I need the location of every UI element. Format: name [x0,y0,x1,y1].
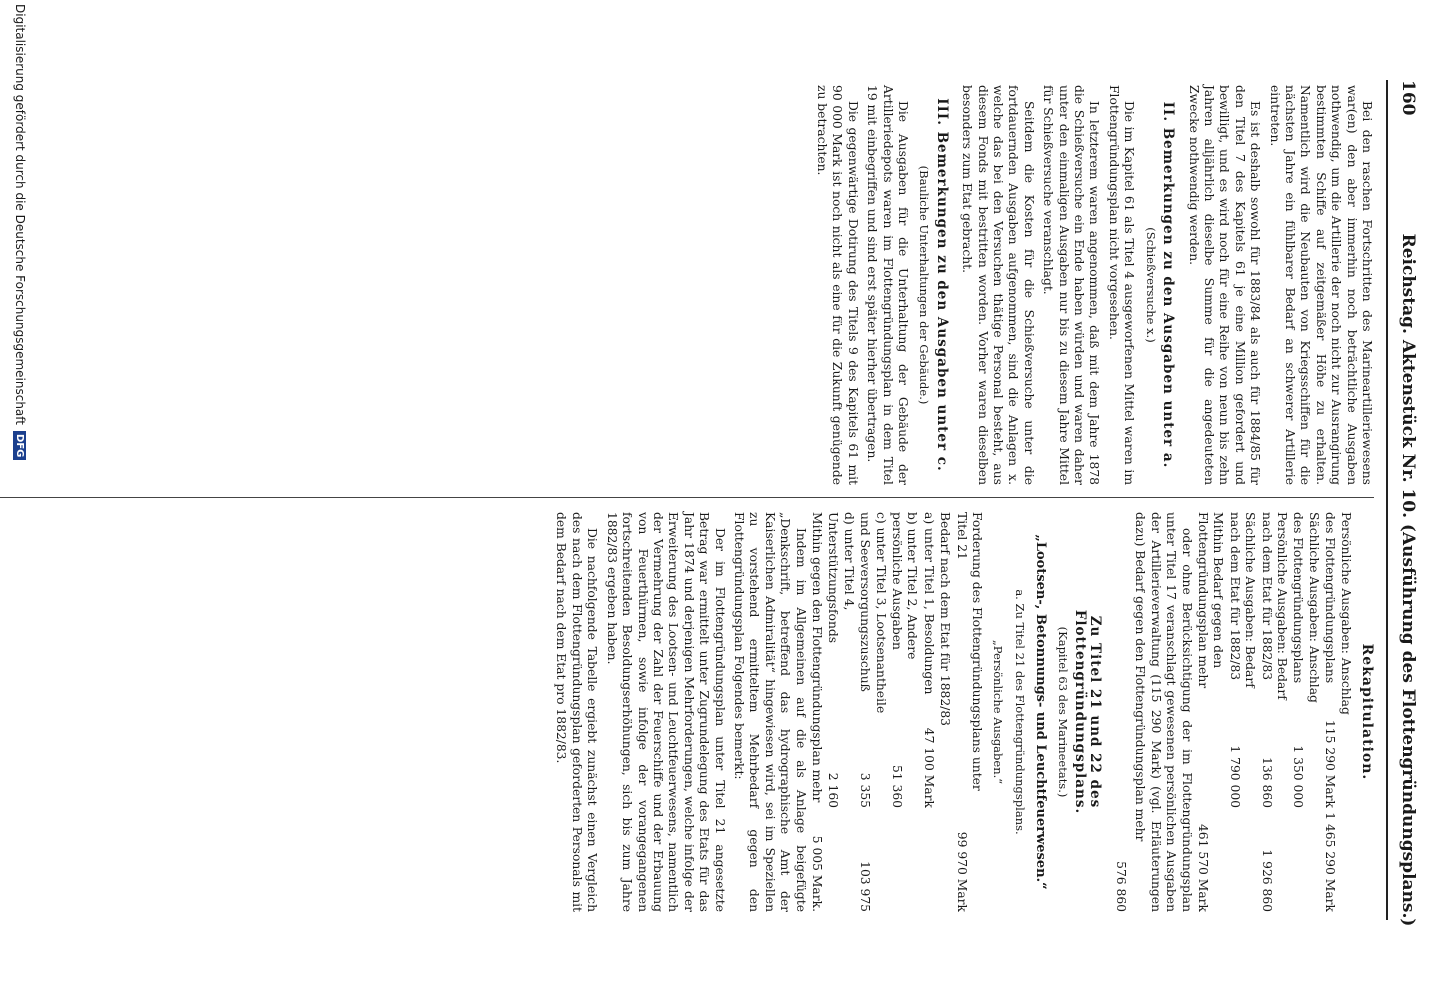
column-divider [0,497,1374,498]
item-label: a) unter Titel 1, Besoldungen [921,512,936,695]
recap-value: 136 860 [1259,757,1274,808]
recap-label: Sächliche Ausgaben: Bedarf nach dem Etat für 1882/83 [1227,512,1258,688]
item-value: 2 160 [826,772,841,808]
subsection-heading: a. Zu Titel 21 des Flottengründungsplans. [1012,589,1027,835]
item-value: 3 355 [858,772,873,808]
paragraph: Indem im Allgemeinen auf die als Anlage beigefügte „Denkschrift, betreffend das hydrographische Amt der Kaiserlichen Admiralität“ hingewiesen wird, sei im Speziellen zu vorstehend ermitteltem Mehrbedarf gegen den Flottengründungsplan Folgendes bemerkt: [731,512,808,912]
recap-sum: 1 465 290 Mark [1323,812,1338,912]
section-heading-II: II. Bemerkungen zu den Ausgaben unter a. [1160,101,1177,469]
header-rule [1386,80,1388,920]
forderung-label: Forderung des Flottengründungsplans unter Titel 21 [954,512,985,791]
dfg-logo: DFG [14,431,27,460]
item-row [857,512,888,912]
paragraph: Der im Flottengründungsplan unter Titel 21 angesetzte Betrag war ermittelt unter Zugrundelegung des Etats für das Jahr 1874 und derjenigen Mehrforderungen, welche infolge der Erweiterung des Lootsen- und Leuchtfeuerwesens, namentlich der Vermehrung der Zahl der Feuerschiffe und der Erbauung von Feuerthürmen, sowie infolge der vorangegangenen fortschreitenden Besoldungserhöhungen, sich bis zum Jahre 1882/83 ergeben haben. [604,512,727,912]
paragraph: Die gegenwärtige Dotirung des Titels 9 des Kapitels 61 mit 90 000 Mark ist noch nicht als eine für die Zukunft genügende zu betrachten. [815,85,860,485]
recap-row [1258,512,1289,912]
paragraph: oder ohne Berücksichtigung der im Flottengründungsplan unter Titel 17 veranschlagt gewesenen persönlichen Ausgaben der Artillerieverwaltung (115 290 Mark) (vgl. Erläuterungen dazu) Bedarf gegen den Flottengründungsplan mehr [1133,512,1194,912]
recap-result-label: Mithin Bedarf gegen den Flottengründungsplan mehr [1195,512,1226,689]
recap-title: Rekapitulation. [1359,643,1375,781]
paragraph: Seitdem die Kosten für die Schießversuche unter die fortdauernden Ausgaben aufgenommen, sind die Anlagen x. welche das bei den Versuchen thätige Personal besteht, aus diesem Fonds mit bestritten worden. Vorher waren dieselben besonders zum Etat gebracht. [960,85,1036,485]
item-label: d) unter Titel 4, Unterstützungsfonds [826,512,856,644]
items-sum: 103 975 [858,861,873,912]
running-title: Reichstag. Aktenstück Nr. 10. (Ausführung des Flottengründungsplans.) [1398,233,1418,927]
recap-sum: 1 926 860 [1259,849,1274,912]
paragraph: Die nachfolgende Tabelle ergiebt zunächst einen Vergleich des nach dem Flottengründungsplan geforderten Personals mit dem Bedarf nach dem Etat pro 1882/83. [554,512,600,912]
mithin-row [809,512,824,912]
recap-label: Persönliche Ausgaben: Anschlag des Flottengründungsplans [1323,512,1353,715]
recap-row [1322,512,1353,912]
mithin-label: Mithin gegen den Flottengründungsplan mehr [810,512,824,803]
item-row [825,512,856,912]
section-heading-III: III. Bemerkungen zu den Ausgaben unter c. [933,98,950,472]
paragraph: Die im Kapitel 61 als Titel 4 ausgeworfenen Mittel waren im Flottengründungsplan nicht vorgesehen. [1106,85,1137,485]
paragraph: Bei den raschen Fortschritten des Marineartilleriewesens war(en) den aber immerhin noch beträchtliche Ausgaben nothwendig, um die Artillerie der noch nicht zur Ausrangirung bestimmten Schiffe auf zeitgemäßer Höhe zu erhalten. Namentlich wird die Neubauten von Kriegsschiffen für die nächsten Jahre ein fühlbarer Bedarf an schwerer Artillerie eintreten. [1267,85,1374,485]
recap-row [1290,512,1321,912]
right-column [549,512,1374,912]
section-subheading: (Schießversuche x.) [1143,227,1158,343]
page-number: 160 [1398,80,1418,116]
paragraph: Es ist deshalb sowohl für 1883/84 als auch für 1884/85 für den Titel 7 des Kapitels 61 je eine Million gefordert und bewilligt, und es wird noch für eine Reihe von neun bis zehn Jahren alljährlich dieselbe Summe für die angedeuteten Zwecke nothwendig werden. [1186,85,1263,485]
recap-alt-value: 576 860 [1113,861,1128,912]
paragraph: In letzterem waren angenommen, daß mit dem Jahre 1878 die Schießversuche ein Ende haben würden und waren daher unter den einmaligen Ausgaben nur bis zu diesem Jahre Mittel für Schießversuche veranschlagt. [1041,85,1102,485]
recap-label: Sächliche Ausgaben: Anschlag des Flottengründungsplans [1291,512,1321,703]
recap-label: Persönliche Ausgaben: Bedarf nach dem Etat für 1882/83 [1259,512,1289,700]
section-subheading: (Bauliche Unterhaltungen der Gebäude.) [917,165,932,405]
item-row [920,512,935,912]
forderung-value: 99 970 Mark [954,831,969,912]
credit-text: Digitalisierung gefördert durch die Deutsche Forschungsgemeinschaft [13,4,27,426]
digitization-credit [13,4,27,996]
item-value: 47 100 Mark [921,727,936,808]
quoted-heading: „Lootsen-, Betonnungs- und Leuchtfeuerwesen.“ [1033,534,1049,890]
recap-value: 1 790 000 [1227,745,1242,808]
recap-result [1195,512,1226,912]
subsection-quote: „Persönliche Ausgaben.“ [991,639,1006,785]
bedarf-label: Bedarf nach dem Etat für 1882/83 [938,512,953,726]
recap-result-value: 461 570 Mark [1195,823,1210,912]
bedarf-row [937,512,952,912]
item-value: 51 360 [890,764,905,808]
recap-row [1226,512,1257,912]
item-label: c) unter Titel 3, Lootsenantheile und Seeversorgungszuschuß [858,512,888,714]
forderung-row [953,512,984,912]
title-subheading: (Kapitel 63 des Marineetats.) [1055,626,1070,798]
left-column [810,85,1374,485]
title-heading: Zu Titel 21 und 22 des Flottengründungsplans. [1072,609,1104,815]
recap-value: 1 350 000 [1291,745,1306,808]
mithin-value: 5 005 Mark. [810,835,824,912]
recap-value: 115 290 Mark [1323,719,1338,808]
item-row [889,512,920,912]
paragraph: Die Ausgaben für die Unterhaltung der Gebäude der Artilleriedepots waren im Flottengründungsplan in dem Titel 19 mit einbegriffen und sind erst später hierher übertragen. [865,85,911,485]
item-label: b) unter Titel 2, Andere persönliche Ausgaben [890,512,920,660]
